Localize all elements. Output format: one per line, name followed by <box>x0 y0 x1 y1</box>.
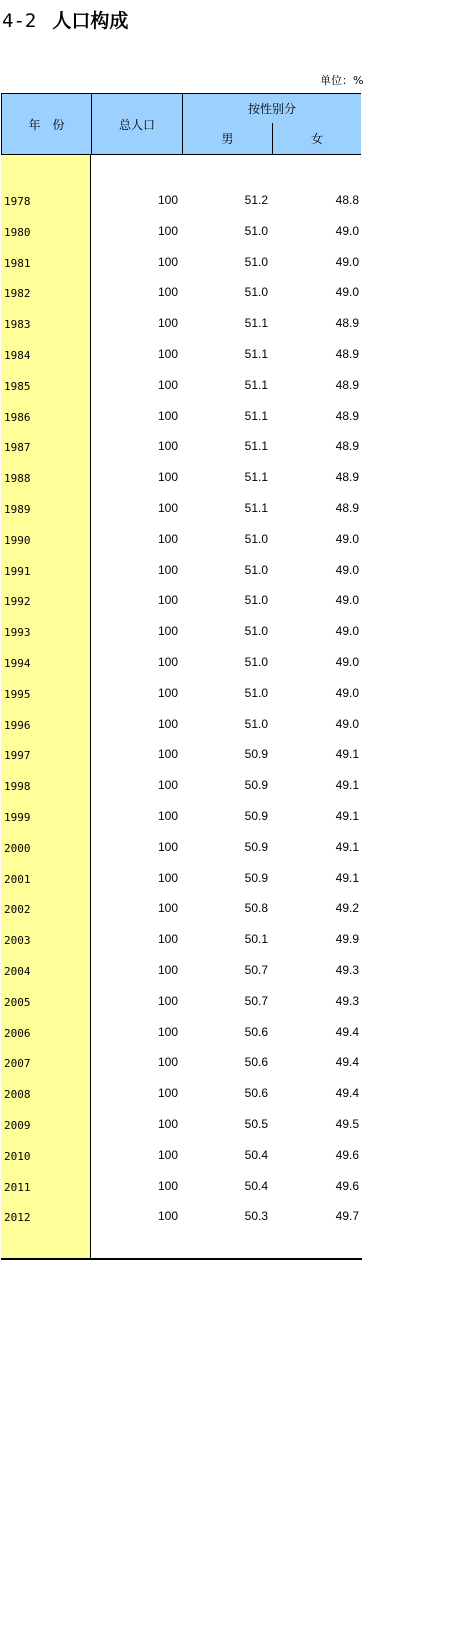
table-row <box>1 1078 361 1109</box>
cell-total: 100 <box>157 716 178 731</box>
cell-year: 1997 <box>4 749 31 763</box>
cell-total: 100 <box>157 593 178 608</box>
table-row <box>1 401 361 432</box>
cell-female: 49.2 <box>335 901 359 916</box>
cell-year: 1987 <box>4 441 31 455</box>
cell-female: 48.9 <box>335 470 359 485</box>
cell-female: 49.6 <box>335 1178 359 1193</box>
cell-year: 2001 <box>4 872 31 886</box>
cell-female: 49.0 <box>335 531 359 546</box>
cell-male: 50.9 <box>244 747 268 762</box>
cell-female: 49.4 <box>335 1024 359 1039</box>
cell-year: 1985 <box>4 379 31 393</box>
cell-male: 51.0 <box>244 593 268 608</box>
cell-female: 49.1 <box>335 747 359 762</box>
table-row <box>1 678 361 709</box>
cell-male: 51.1 <box>244 500 268 515</box>
cell-female: 48.9 <box>335 439 359 454</box>
cell-total: 100 <box>157 1209 178 1224</box>
cell-total: 100 <box>157 932 178 947</box>
cell-male: 51.0 <box>244 654 268 669</box>
cell-male: 51.1 <box>244 408 268 423</box>
cell-male: 50.6 <box>244 1055 268 1070</box>
table-row <box>1 770 361 801</box>
cell-female: 48.9 <box>335 346 359 361</box>
cell-female: 48.9 <box>335 408 359 423</box>
cell-male: 50.6 <box>244 1086 268 1101</box>
table-row <box>1 370 361 401</box>
cell-female: 49.0 <box>335 562 359 577</box>
table-row <box>1 216 361 247</box>
cell-male: 51.2 <box>244 193 268 207</box>
cell-male: 51.0 <box>244 254 268 269</box>
cell-female: 49.0 <box>335 716 359 731</box>
table-row <box>1 339 361 370</box>
cell-male: 50.9 <box>244 870 268 885</box>
cell-female: 48.8 <box>335 193 359 207</box>
cell-year: 1981 <box>4 256 31 270</box>
table-bottom-border <box>1 1258 362 1260</box>
cell-male: 51.1 <box>244 346 268 361</box>
cell-year: 1990 <box>4 533 31 547</box>
cell-total: 100 <box>157 901 178 916</box>
table-row <box>1 739 361 770</box>
cell-year: 1996 <box>4 718 31 732</box>
cell-year: 1989 <box>4 502 31 516</box>
table-row <box>1 1201 361 1232</box>
cell-total: 100 <box>157 962 178 977</box>
cell-total: 100 <box>157 1086 178 1101</box>
cell-total: 100 <box>157 285 178 300</box>
cell-total: 100 <box>157 562 178 577</box>
cell-total: 100 <box>157 254 178 269</box>
cell-male: 51.1 <box>244 316 268 331</box>
cell-female: 49.7 <box>335 1209 359 1224</box>
cell-year: 2004 <box>4 964 31 978</box>
table-row <box>1 431 361 462</box>
table-row <box>1 893 361 924</box>
cell-female: 49.4 <box>335 1086 359 1101</box>
cell-female: 49.9 <box>335 932 359 947</box>
cell-year: 2003 <box>4 934 31 948</box>
table-row <box>1 1171 361 1202</box>
cell-male: 51.1 <box>244 470 268 485</box>
cell-year: 1995 <box>4 687 31 701</box>
cell-female: 49.0 <box>335 654 359 669</box>
cell-total: 100 <box>157 531 178 546</box>
cell-total: 100 <box>157 316 178 331</box>
cell-year: 1992 <box>4 595 31 609</box>
cell-female: 49.0 <box>335 223 359 238</box>
cell-male: 51.0 <box>244 716 268 731</box>
cell-year: 2000 <box>4 841 31 855</box>
cell-total: 100 <box>157 685 178 700</box>
cell-total: 100 <box>157 377 178 392</box>
cell-male: 51.0 <box>244 685 268 700</box>
cell-year: 1999 <box>4 810 31 824</box>
cell-male: 50.3 <box>244 1209 268 1224</box>
cell-year: 2008 <box>4 1088 31 1102</box>
cell-male: 50.9 <box>244 778 268 793</box>
table-row <box>1 277 361 308</box>
table-row <box>1 709 361 740</box>
cell-female: 49.4 <box>335 1055 359 1070</box>
header-female: 女 <box>272 123 361 155</box>
cell-year: 2002 <box>4 903 31 917</box>
cell-female: 49.3 <box>335 962 359 977</box>
cell-year: 2005 <box>4 995 31 1009</box>
table-row <box>1 524 361 555</box>
table-row <box>1 801 361 832</box>
table-row <box>1 555 361 586</box>
table-row <box>1 1140 361 1171</box>
cell-male: 50.7 <box>244 962 268 977</box>
cell-male: 50.4 <box>244 1147 268 1162</box>
cell-female: 49.0 <box>335 285 359 300</box>
cell-female: 49.0 <box>335 593 359 608</box>
cell-year: 1982 <box>4 287 31 301</box>
cell-male: 51.1 <box>244 377 268 392</box>
cell-female: 49.0 <box>335 254 359 269</box>
cell-male: 50.9 <box>244 808 268 823</box>
page-title <box>2 6 128 33</box>
table-row <box>1 247 361 278</box>
cell-total: 100 <box>157 470 178 485</box>
cell-year: 2009 <box>4 1118 31 1132</box>
table-row <box>1 585 361 616</box>
cell-total: 100 <box>157 439 178 454</box>
header-divider <box>1 154 361 155</box>
cell-female: 49.1 <box>335 839 359 854</box>
cell-total: 100 <box>157 1024 178 1039</box>
cell-male: 50.4 <box>244 1178 268 1193</box>
cell-male: 50.8 <box>244 901 268 916</box>
table-row <box>1 1047 361 1078</box>
cell-year: 2006 <box>4 1026 31 1040</box>
cell-male: 51.0 <box>244 223 268 238</box>
cell-total: 100 <box>157 408 178 423</box>
cell-year: 1984 <box>4 348 31 362</box>
table-row <box>1 647 361 678</box>
table-row <box>1 986 361 1017</box>
cell-total: 100 <box>157 193 178 207</box>
cell-total: 100 <box>157 500 178 515</box>
cell-total: 100 <box>157 1147 178 1162</box>
cell-male: 50.7 <box>244 993 268 1008</box>
cell-year: 1983 <box>4 318 31 332</box>
table-body <box>1 185 361 1232</box>
cell-male: 50.9 <box>244 839 268 854</box>
cell-male: 51.0 <box>244 562 268 577</box>
cell-year: 1998 <box>4 780 31 794</box>
table-row <box>1 924 361 955</box>
table-row <box>1 832 361 863</box>
cell-male: 50.6 <box>244 1024 268 1039</box>
cell-year: 1993 <box>4 626 31 640</box>
cell-female: 49.3 <box>335 993 359 1008</box>
cell-year: 1988 <box>4 472 31 486</box>
table-row <box>1 616 361 647</box>
table-title: 人口构成 <box>52 10 129 32</box>
header-total-population: 总人口 <box>91 93 182 155</box>
header-year: 年 份 <box>1 93 91 155</box>
cell-year: 1980 <box>4 225 31 239</box>
cell-female: 49.1 <box>335 808 359 823</box>
cell-total: 100 <box>157 624 178 639</box>
cell-female: 49.0 <box>335 685 359 700</box>
table-row <box>1 1109 361 1140</box>
cell-female: 48.9 <box>335 377 359 392</box>
cell-total: 100 <box>157 993 178 1008</box>
cell-female: 49.6 <box>335 1147 359 1162</box>
cell-year: 2007 <box>4 1057 31 1071</box>
cell-total: 100 <box>157 223 178 238</box>
cell-female: 49.1 <box>335 870 359 885</box>
cell-female: 49.5 <box>335 1116 359 1131</box>
table-row <box>1 308 361 339</box>
cell-year: 1991 <box>4 564 31 578</box>
table-row <box>1 863 361 894</box>
cell-male: 51.0 <box>244 531 268 546</box>
cell-male: 51.1 <box>244 439 268 454</box>
cell-total: 100 <box>157 747 178 762</box>
cell-total: 100 <box>157 654 178 669</box>
table-row <box>1 462 361 493</box>
cell-total: 100 <box>157 1055 178 1070</box>
cell-male: 50.5 <box>244 1116 268 1131</box>
table-row <box>1 1017 361 1048</box>
cell-year: 2012 <box>4 1211 31 1225</box>
cell-year: 1986 <box>4 410 31 424</box>
unit-label: 单位：% <box>320 74 364 87</box>
cell-male: 51.0 <box>244 285 268 300</box>
cell-male: 51.0 <box>244 624 268 639</box>
cell-year: 2010 <box>4 1149 31 1163</box>
cell-total: 100 <box>157 1116 178 1131</box>
cell-total: 100 <box>157 839 178 854</box>
cell-female: 49.0 <box>335 624 359 639</box>
cell-total: 100 <box>157 1178 178 1193</box>
cell-female: 49.1 <box>335 778 359 793</box>
cell-year: 1978 <box>4 195 31 208</box>
cell-total: 100 <box>157 778 178 793</box>
header-male: 男 <box>182 123 272 155</box>
cell-total: 100 <box>157 870 178 885</box>
cell-year: 2011 <box>4 1180 31 1194</box>
table-row <box>1 493 361 524</box>
cell-female: 48.9 <box>335 316 359 331</box>
table-row <box>1 955 361 986</box>
table-row <box>1 185 361 216</box>
cell-year: 1994 <box>4 656 31 670</box>
cell-total: 100 <box>157 808 178 823</box>
cell-total: 100 <box>157 346 178 361</box>
header-by-gender: 按性别分 <box>182 93 361 124</box>
table-number: 4-2 <box>2 10 37 32</box>
cell-male: 50.1 <box>244 932 268 947</box>
cell-female: 48.9 <box>335 500 359 515</box>
